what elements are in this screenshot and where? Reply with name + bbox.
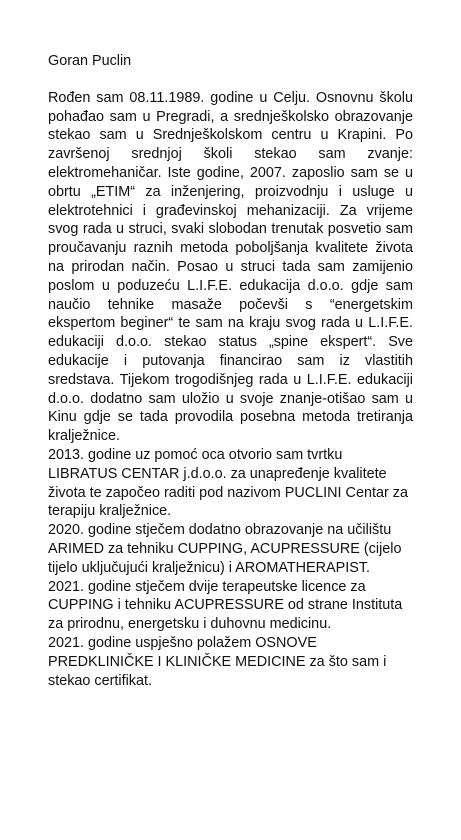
milestone-2021-certificate-paragraph: 2021. godine uspješno polažem OSNOVE PREDKLINIČKE I KLINIČKE MEDICINE za što sam i stekao certifikat. — [48, 634, 387, 689]
milestone-2013-paragraph: 2013. godine uz pomoć oca otvorio sam tvrtku LIBRATUS CENTAR j.d.o.o. za unapređenje kvalitete života te započeo raditi pod nazivom PUCLINI Centar za terapiju kralježnice. — [48, 446, 408, 520]
author-name: Goran Puclin — [48, 53, 132, 69]
biography-paragraph: Rođen sam 08.11.1989. godine u Celju. Osnovnu školu pohađao sam u Pregradi, a srednješkolsko obrazovanje stekao sam u Srednješkolskom centru u Krapini. Po završenoj srednjoj školi stekao sam zvanje: elektromehaničar. Iste godine, 2007. zaposlio sam se u obrtu „ETIM“ za inženjering, proizvodnju i usluge u elektrotehnici i građevinskoj mehanizaciji. Za vrijeme svog rada u struci, svaki slobodan trenutak posvetio sam proučavanju raznih metoda poboljšanja kvalitete života na prirodan način. Posao u struci tada sam zamijenio poslom u poduzeću L.I.F.E. edukacija d.o.o. gdje sam naučio tehnike masaže počevši s “energetskim ekspertom beginer“ te sam na kraju svog rada u L.I.F.E. edukaciji d.o.o. stekao status „spine ekspert“. Sve edukacije i putovanja financirao sam iz vlastitih sredstava. Tijekom trogodišnjeg rada u L.I.F.E. edukaciji d.o.o. dodatno sam uložio u svoje znanje-otišao sam u Kinu gdje se tada provodila posebna metoda tretiranja kralježnice. — [48, 89, 413, 445]
milestone-2021-licence-paragraph: 2021. godine stječem dvije terapeutske licence za CUPPING i tehniku ACUPRESSURE od strane Instituta za prirodnu, energetsku i duhovnu medicinu. — [48, 578, 403, 633]
document-page — [48, 52, 413, 690]
milestone-2020-paragraph: 2020. godine stječem dodatno obrazovanje na učilištu ARIMED za tehniku CUPPING, ACUPRESSURE (cijelo tijelo uključujući kralježnicu) i AROMATHERAPIST. — [48, 522, 402, 576]
